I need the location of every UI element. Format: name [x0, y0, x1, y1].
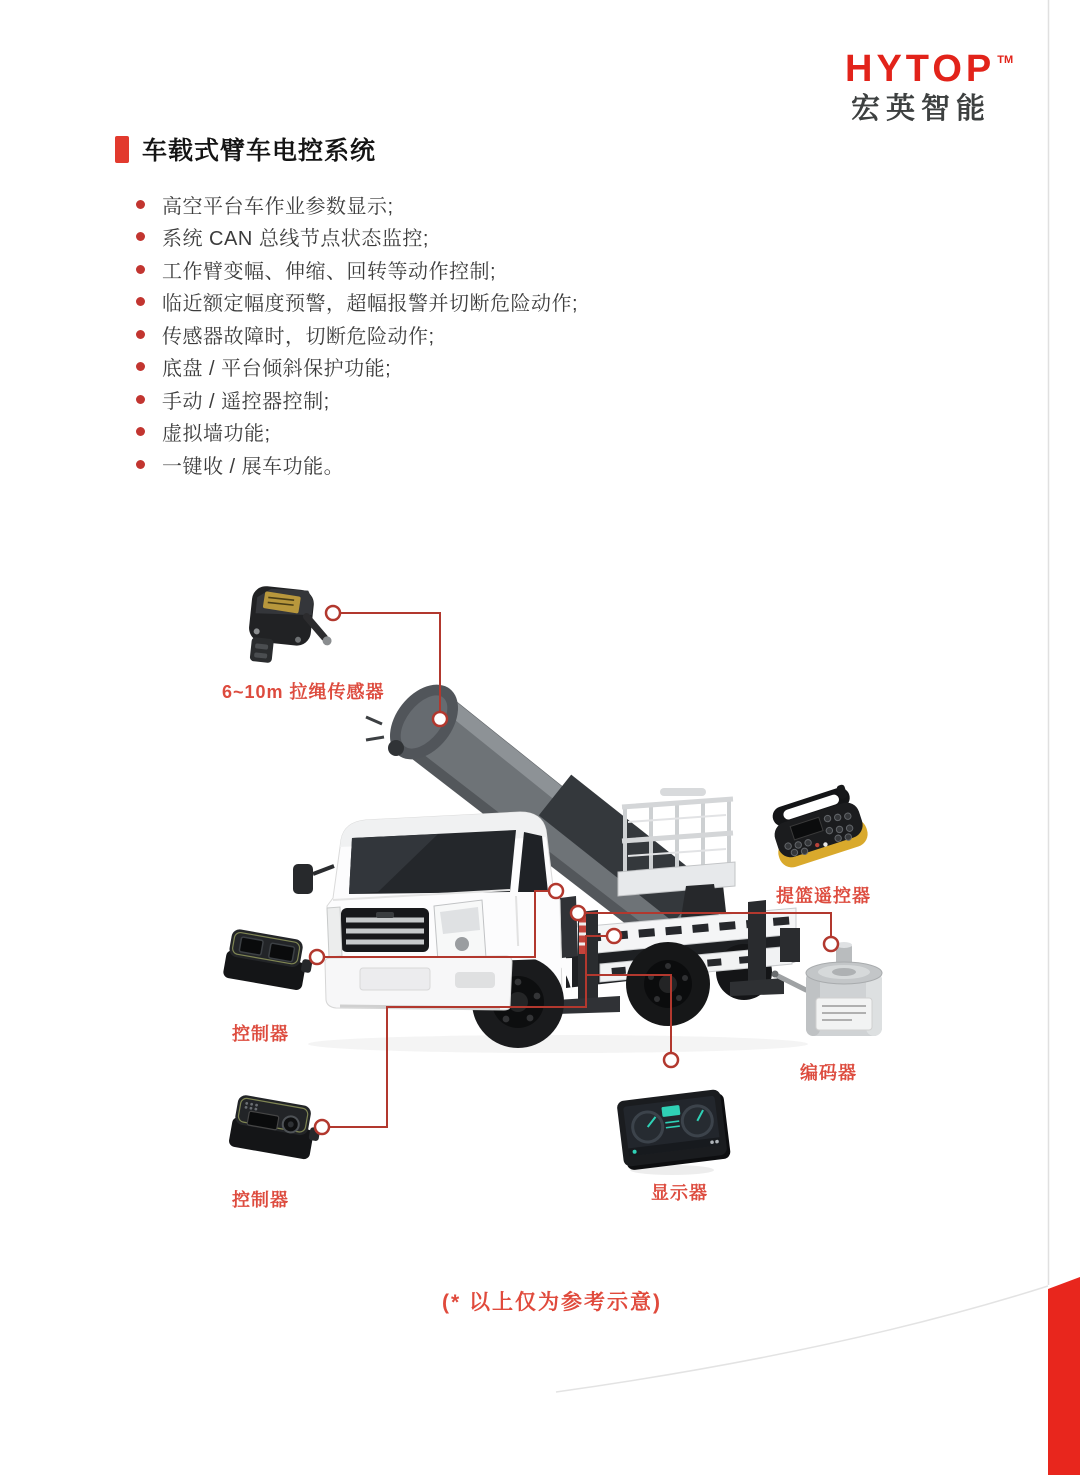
features-list — [136, 188, 578, 481]
feature-item — [136, 351, 578, 384]
brand-trademark: TM — [997, 54, 1014, 66]
callout-line-controller-top — [317, 891, 556, 957]
feature-item — [136, 416, 578, 449]
label-controller-bottom: 控制器 — [232, 1190, 289, 1210]
brand-wordmark — [845, 50, 1013, 88]
callout-circle-icon — [664, 1053, 678, 1067]
bullet-icon — [136, 200, 145, 209]
callout-circle-icon — [315, 1120, 329, 1134]
feature-text: 临近额定幅度预警，超幅报警并切断危险动作; — [162, 293, 579, 316]
feature-item — [136, 318, 578, 351]
callout-circle-icon — [433, 712, 447, 726]
label-remote: 提篮遥控器 — [776, 886, 871, 906]
feature-text: 底盘 / 平台倾斜保护功能; — [162, 358, 392, 381]
callout-circle-icon — [824, 937, 838, 951]
label-rope-sensor: 6~10m 拉绳传感器 — [222, 682, 385, 702]
callout-circle-icon — [326, 606, 340, 620]
feature-text: 传感器故障时，切断危险动作; — [162, 325, 435, 348]
label-encoder: 编码器 — [800, 1063, 857, 1083]
callout-circle-icon — [310, 950, 324, 964]
callout-circle-icon — [571, 906, 585, 920]
bullet-icon — [136, 297, 145, 306]
page-title: 车载式臂车电控系统 — [142, 137, 377, 165]
bullet-icon — [136, 362, 145, 371]
feature-item — [136, 188, 578, 221]
feature-item — [136, 448, 578, 481]
bullet-icon — [136, 330, 145, 339]
callout-circle-icon — [607, 929, 621, 943]
callout-line-controller-bottom — [322, 936, 614, 1127]
bullet-icon — [136, 265, 145, 274]
bullet-icon — [136, 460, 145, 469]
feature-text: 高空平台车作业参数显示; — [162, 195, 394, 218]
bullet-icon — [136, 427, 145, 436]
feature-text: 虚拟墙功能; — [162, 423, 271, 446]
label-controller-top: 控制器 — [232, 1024, 289, 1044]
feature-text: 工作臂变幅、伸缩、回转等动作控制; — [162, 260, 497, 283]
heading-accent-bar — [115, 136, 129, 163]
label-display: 显示器 — [651, 1183, 708, 1203]
feature-text: 手动 / 遥控器控制; — [162, 390, 330, 413]
feature-item — [136, 286, 578, 319]
feature-text: 系统 CAN 总线节点状态监控; — [162, 228, 429, 251]
brand-name-text: HYTOP — [845, 48, 996, 90]
callout-circle-icon — [549, 884, 563, 898]
brand-logo — [845, 50, 1013, 124]
section-heading — [115, 131, 376, 167]
feature-item — [136, 253, 578, 286]
callout-line-display — [586, 975, 671, 1060]
bullet-icon — [136, 395, 145, 404]
brand-subname: 宏英智能 — [851, 93, 992, 125]
feature-text: 一键收 / 展车功能。 — [162, 455, 345, 478]
footer-note: (* 以上仅为参考示意) — [442, 1291, 662, 1314]
feature-item — [136, 383, 578, 416]
bullet-icon — [136, 232, 145, 241]
feature-item — [136, 221, 578, 254]
